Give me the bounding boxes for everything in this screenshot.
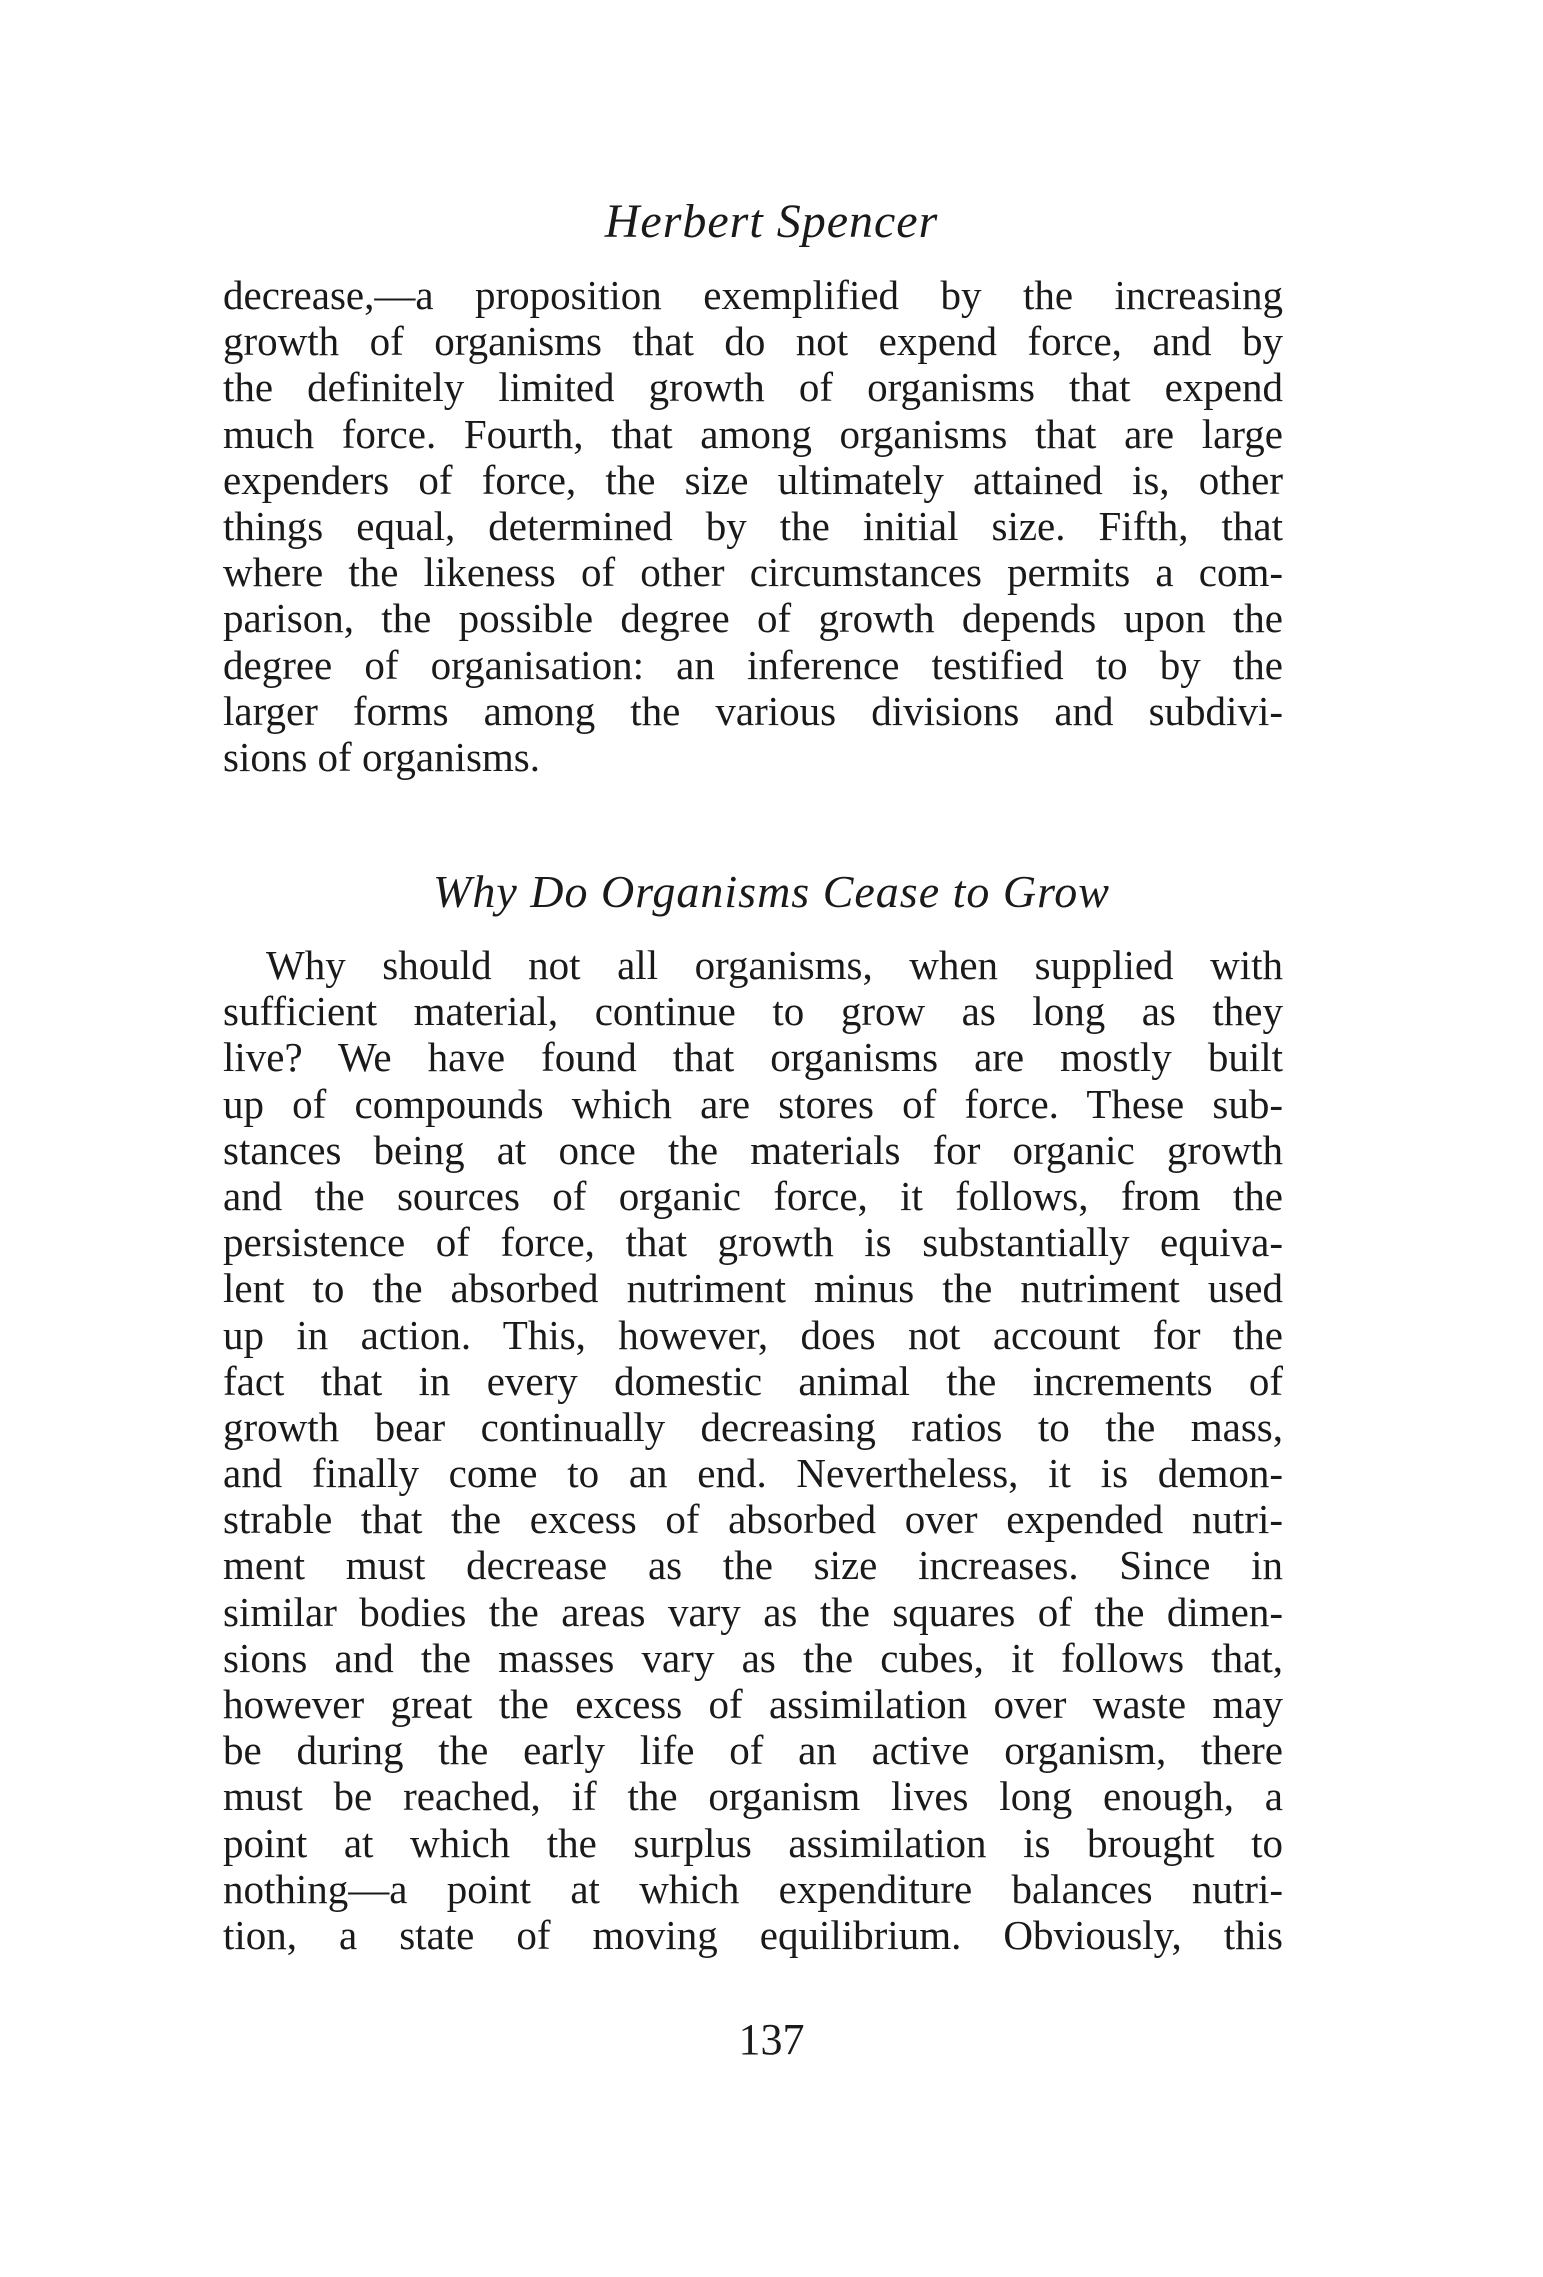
text-line: where the likeness of other circumstances permits a com- — [223, 549, 1283, 596]
text-line: tion, a state of moving equilibrium. Obviously, this — [223, 1911, 1283, 1958]
text-line: the definitely limited growth of organisms that expend — [223, 364, 1283, 411]
text-line: decrease,—a proposition exemplified by the increasing — [223, 272, 1283, 318]
paragraph-2 — [223, 942, 1283, 1958]
text-line: strable that the excess of absorbed over expended nutri- — [223, 1496, 1283, 1543]
section-heading: Why Do Organisms Cease to Grow — [433, 866, 1110, 917]
text-line: and the sources of organic force, it follows, from the — [223, 1172, 1283, 1219]
text-line: growth bear continually decreasing ratios to the mass, — [223, 1403, 1283, 1450]
text-line: parison, the possible degree of growth depends upon the — [223, 595, 1283, 642]
page-number: 137 — [738, 2015, 805, 2064]
text-line: be during the early life of an active organism, there — [223, 1727, 1283, 1774]
text-line: fact that in every domestic animal the increments of — [223, 1357, 1283, 1404]
text-line: nothing—a point at which expenditure balances nutri- — [223, 1865, 1283, 1912]
text-line: must be reached, if the organism lives long enough, a — [223, 1773, 1283, 1820]
text-line: up of compounds which are stores of force. These sub- — [223, 1080, 1283, 1127]
text-line: degree of organisation: an inference testified to by the — [223, 641, 1283, 688]
text-line: sions and the masses vary as the cubes, it follows that, — [223, 1634, 1283, 1681]
text-line: ment must decrease as the size increases. Since in — [223, 1542, 1283, 1589]
text-line: larger forms among the various divisions and subdivi- — [223, 687, 1283, 734]
text-line: much force. Fourth, that among organisms that are large — [223, 410, 1283, 457]
running-head: Herbert Spencer — [604, 195, 939, 248]
text-line: sufficient material, continue to grow as long as they — [223, 988, 1283, 1035]
text-line: growth of organisms that do not expend force, and by — [223, 318, 1283, 365]
text-line: point at which the surplus assimilation is brought to — [223, 1819, 1283, 1866]
text-line: persistence of force, that growth is substantially equiva- — [223, 1219, 1283, 1266]
text-line: Why should not all organisms, when supplied with — [266, 942, 1283, 988]
paragraph-1 — [223, 272, 1283, 780]
text-line: expenders of force, the size ultimately attained is, other — [223, 456, 1283, 503]
text-line: up in action. This, however, does not account for the — [223, 1311, 1283, 1358]
text-line: sions of organisms. — [223, 733, 541, 780]
text-line: things equal, determined by the initial size. Fifth, that — [223, 502, 1283, 549]
text-line: lent to the absorbed nutriment minus the nutriment used — [223, 1265, 1283, 1312]
text-line: however great the excess of assimilation over waste may — [223, 1681, 1283, 1727]
text-line: stances being at once the materials for organic growth — [223, 1126, 1283, 1173]
text-line: live? We have found that organisms are mostly built — [223, 1034, 1283, 1081]
text-line: and finally come to an end. Nevertheless, it is demon- — [223, 1450, 1283, 1497]
text-line: similar bodies the areas vary as the squares of the dimen- — [223, 1588, 1283, 1635]
